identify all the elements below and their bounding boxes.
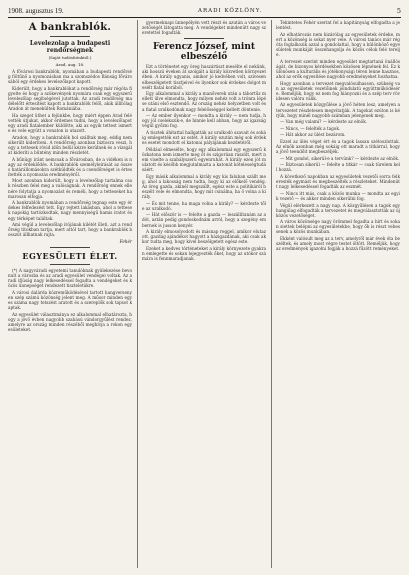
egyesuleti-elet-heading: EGYESÜLETI ÉLET. <box>22 250 118 261</box>
article-paragraph: Egy másik alkalommal a király egy kis faluban szállt meg, ahol a lakosság nem tudta, hogy ki az előkelő vendég. Az öreg gazda, akinél megszállt, egész este a politikáról beszélt vele és elmondta, hogy mit csinálna, ha ő volna a király. <box>142 173 266 200</box>
article-paragraph: A következő napokban az egyesületek vezetői sorra felkeresték egymást és megbeszélték a részleteket. Mindenütt nagy lelkesedéssel fogadták az eszmét. <box>276 174 400 190</box>
dialogue-line: — Nincs, — felelték a tagok. <box>280 125 341 131</box>
article-paragraph: A király elmosolyodott és másnap reggel, amikor elutazott, gazdag ajándékot hagyott a házigazdának, aki csak akkor tudta meg, hogy kivel beszélgetett egész este. <box>142 229 266 245</box>
ferenc-jozsef-headline: Ferencz József, mint elbeszélő <box>152 42 256 63</box>
column-divider-1 <box>137 20 138 568</box>
dialogue-line: — Mit gondol, sikerül-e a tervünk? — kérdezte az elnök. <box>280 155 400 161</box>
section-paragraph: Az egyesület választmánya ez alkalommal elhatározta, hogy a jövő évben nagyobb szabású vándorgyűlést rendez, amelyre az ország minden részéből meghívja a rokon egyesületeket. <box>8 311 132 332</box>
article-paragraph: Ekként valósult meg az a terv, amelyről már évek óta beszéltek, és amely most végre testet öltött. Reméljük, hogy az eredmények igazolni fogják a hozzá fűzött reményeket. <box>276 236 400 252</box>
dialogue-line: — Biztosan sikerül — felelte a titkár — csak türelem kell hozzá. <box>276 162 400 173</box>
article-paragraph: A város közönsége nagy örömmel fogadta a hírt és sokan siettek belépni az egyesületekbe, hogy ők is részt vehessenek a közös munkában. <box>276 219 400 235</box>
section-rule <box>50 264 90 265</box>
article-signature: Fehér <box>119 238 132 244</box>
article-paragraph: A fővárosi bankrablók, nyomában a budapesti rendőrség föltűnő a nyomozásban ma a szomszédos Bánság fővárosából egy érdekes levelezőlapot kapott. <box>8 69 132 85</box>
article-paragraph: Hogy azonban a tervezet megvalósulhasson, szükség van az egyesületek vezetőinek jóindulatú együttműködésére. Reméljük, hogy ez nem fog hiányozni és a szép terv rövidesen valóra válik. <box>276 80 400 101</box>
article-paragraph: Ezt a történetet egy öreg huszártiszt mesélte el nekünk, aki hosszú éveken át szolgált a király közvetlen környezetében. A király ugyanis, amikor jó kedvében volt, szívesen elbeszélgetett tisztjeivel és ilyenkor sok érdekes dolgot mesélt fiatal korából. <box>142 64 266 90</box>
article-paragraph: Egy alkalommal a király a manőverek után a tábortűz mellett ülve elmondta, hogy milyen nehéz volt a trónra lépése utáni első esztendő. Az ország nehéz helyzetben volt és a fiatal uralkodónak nagy felelősséggel kellett döntenie. <box>142 91 266 112</box>
headline-rule <box>50 36 90 37</box>
column-1 <box>8 20 132 334</box>
column-3 <box>276 20 400 253</box>
article-paragraph: — Hát először is — felelte a gazda — leszállítanám az adót, aztán pedig gondoskodnám arról, hogy a szegény embernek is jusson kenyér. <box>142 212 266 228</box>
article-paragraph: Aradon, hogy a bankrablók hol szálltak meg, eddig nem sikerült kideríteni. A rendőrség azonban biztosra veszi, hogy a tettesek rövid időn belül kézre kerülnek és a vizsgálat kideríti a bűntény minden részletét. <box>8 134 132 155</box>
page-number: 5 <box>396 7 401 15</box>
article-paragraph: Az elhatározás nem kizárólag az egyesületek érdeke, mert a közönség is sokat nyer vele. A városi tanács már régóta foglalkozik azzal a gondolattal, hogy a különböző egyesületek munkáját összehangolja és közös célok felé terelje. <box>276 31 400 58</box>
byline-date: Arad, aug. 18. <box>55 62 85 67</box>
article-paragraph: Ezzel az ülés véget ért és a tagok lassan szétoszlottak. Az elnök azonban még sokáig ott maradt a titkárral, hogy a jövő teendőit megbeszéljék. <box>276 138 400 155</box>
bankrablok-subheadline: Levelezolap a budapesti rendőrségnek <box>29 40 111 54</box>
article-paragraph: Ezeket a kedves történeteket a király környezete gyakran emlegette és sokan lejegyezték őket, hogy az utókor számára is fennmaradjanak. <box>142 245 266 262</box>
article-paragraph: Végül elérkezett a nagy nap. A közgyűlésen a tagok egyhangúlag elfogadták a tervezetet és megválasztották az új közös vezetőséget. <box>276 202 400 218</box>
article-paragraph: Most azonban kiderült, hogy a levelezőlap tartalma csak részben felel meg a valóságnak. A rendőrség ennek ellenére folytatja a nyomozást és reméli, hogy a tetteseket hamarosan elfogja. <box>8 178 132 199</box>
article-paragraph: Például elmesélte, hogy egy alkalommal egy egyszerű közkatona nem ismerte meg őt és szigorúan rászólt, mert nem viselte a szabályszerű egyenruhát. A király ezen jót mulatott és később megjutalmazta a katonát kötelességtudásáért. <box>142 146 266 173</box>
article-paragraph: Kiderült, hogy a bankrablókat a rendőrség már régóta figyelte és hogy a szökevények nyomára csak egy egyszerű levelezőlap segítségével jutottak. Az aradi rendőrség ma délelőtt értesítést kapott a bankrablók felől, akik állítólag Aradon át menekültek Romániába. <box>8 85 132 112</box>
newspaper-page <box>8 6 401 569</box>
article-paragraph: A bűnügy iránt nemcsak a fővárosban, de a vidéken is nagy az érdeklődés. A bankrablók személyleírását az összes határállomásokra szétküldték és a csendőrséget is értesítették a nyomozás eredményéről. <box>8 156 132 177</box>
headline-rule <box>184 38 224 39</box>
header-title: ARADI KÖZLÖNY. <box>198 8 263 14</box>
article-paragraph: A bankrablók nyomában a rendőrség tegnap este egy érdekes felfedezést tett. Egy rejtett lakásban, ahol a tettesek napokig tartózkodtak, nagy mennyiségű hamis iratot és egy térképet találtak. <box>8 200 132 221</box>
intro-paragraph: gyermeknapi ünnepélyén vett részt és azután a város vezetőségét látogatta meg. A vendégeket mindenütt nagy szeretettel fogadták. <box>142 20 266 36</box>
article-paragraph: A tervezet szerint minden egyesület megtartaná önállóságát, de bizonyos kérdésekben közösen lépnének fel. Ez különösen a kulturális és jótékonysági téren lenne hasznos, ahol az erők egyesítése nagyobb eredményeket hozhatna. <box>276 58 400 79</box>
byline-source: (Saját tudósítónktól.) <box>48 55 92 60</box>
bankrablok-headline: A bankrablók. <box>28 22 112 33</box>
section-rule <box>50 247 90 248</box>
article-paragraph: Ha szeget üthet a fejünkbe, hogy miért éppen Arad felé vették útjukat, akkor érdemes tudni, hogy a levelezőlapot egy aradi fiatalember küldötte, aki az egyik tettest ismerte és vele együtt a vonaton is utazott. <box>8 112 132 134</box>
article-paragraph: Tekintetes Fehér szerint fel a kapitányság elfogadta a jelentést. <box>276 20 400 31</box>
column-2 <box>142 20 266 263</box>
article-paragraph: A tisztek áhítattal hallgatták az uralkodó szavait és sokáig emlegették ezt az estét. A király ezután még sok érdekes esetet mondott el katonai pályájának kezdetéről. <box>142 129 266 146</box>
article-paragraph: — És mit tenne, ha maga volna a király? — kérdezte tőle az uralkodó. <box>142 200 266 211</box>
section-paragraph: (*) A nagyváradi egyetemi tanulóknak gyülekezése bevonult a városba és az aradi egyesület vendégei voltak. Az aradi ifjúság nagy lelkesedéssel fogadta a vendégeket és közös ünnepséget rendezett tiszteletükre. <box>8 267 132 289</box>
section-paragraph: A városi dalárda közreműködésével tartott hangversenyen szép számú közönség jelent meg. A műsor minden egyes száma nagy tetszést aratott és a szereplők sok tapsot kaptak. <box>8 289 132 311</box>
article-paragraph: Ami végül a levelezőlap írójának kilétét illeti, azt a rendőrség titokban tartja, mert attól tart, hogy a bankrablók bosszút állhatnak rajta. <box>8 222 132 238</box>
header-rule <box>8 17 401 18</box>
dialogue-line: — Van még valami? — kérdezte az elnök. <box>280 119 368 125</box>
dialogue-line: — Nincs itt más, csak a közös munka — mondta az egyik vezető — és akkor minden sikerülni fog. <box>276 190 400 201</box>
header-date: 1908. augusztus 19. <box>8 7 64 15</box>
article-paragraph: — Az ember ilyenkor — mondta a király — nem tudja, hogy jól cselekszik-e, de hinnie kell abban, hogy az igazság végül győzni fog. <box>142 113 266 129</box>
dialogue-line: — Hát akkor az ülést bezárom. <box>280 132 346 138</box>
page-header <box>8 6 401 16</box>
article-paragraph: Az egyesületek közgyűlése a jövő héten lesz, amelyen a tervezetet részletesen megvitatják. A tagokat ezúton is kérjük, hogy minél nagyobb számban jelenjenek meg. <box>276 102 400 118</box>
column-divider-2 <box>271 20 272 568</box>
